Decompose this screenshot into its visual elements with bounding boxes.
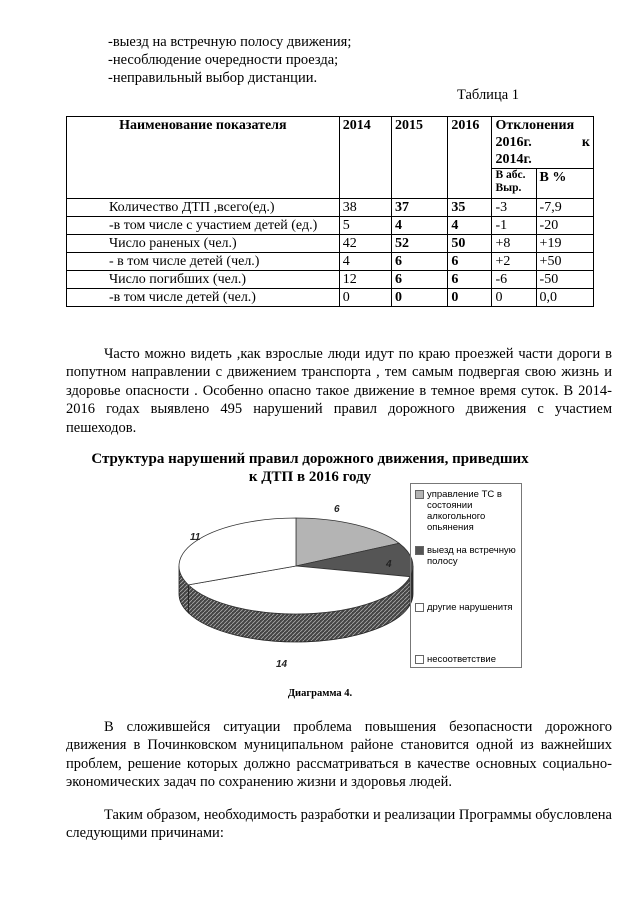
row-name: -в том числе с участием детей (ед.) [67, 217, 340, 235]
legend-label: несоответствие [427, 654, 496, 665]
cell-abs: -6 [492, 271, 536, 289]
cell-pct: +19 [536, 235, 593, 253]
cell-2016: 0 [448, 289, 492, 307]
table-caption: Таблица 1 [457, 87, 520, 103]
cell-abs: -3 [492, 199, 536, 217]
legend-swatch [415, 655, 424, 664]
cell-2015: 6 [392, 253, 448, 271]
cell-2014: 4 [339, 253, 391, 271]
header-deviation-line3: 2014г. [495, 152, 532, 167]
cell-2016: 4 [448, 217, 492, 235]
header-deviation-line1: Отклонения [495, 118, 575, 133]
chart-caption: Диаграмма 4. [287, 688, 353, 699]
header-name: Наименование показателя [67, 117, 340, 199]
pie-data-label: 6 [334, 504, 340, 515]
legend-label: другие нарушенитя [427, 602, 513, 613]
legend-label: управление ТС в состоянии алкогольного опьянения [427, 489, 502, 533]
header-deviation-to: к [581, 135, 590, 150]
chart-legend [410, 483, 522, 668]
legend-swatch [415, 603, 424, 612]
bullet-line: -неправильный выбор дистанции. [108, 70, 318, 86]
cell-abs: +2 [492, 253, 536, 271]
pie-data-label: 11 [190, 532, 201, 543]
header-2014: 2014 [339, 117, 391, 199]
legend-label: выезд на встречную полосу [427, 545, 516, 567]
cell-abs: -1 [492, 217, 536, 235]
cell-2015: 6 [392, 271, 448, 289]
row-name: -в том числе детей (чел.) [67, 289, 340, 307]
cell-2014: 0 [339, 289, 391, 307]
row-name: Число погибших (чел.) [67, 271, 340, 289]
row-name: Число раненых (чел.) [67, 235, 340, 253]
cell-pct: -7,9 [536, 199, 593, 217]
chart-title: Структура нарушений правил дорожного движения, приведших к ДТП в 2016 году [91, 451, 529, 485]
cell-abs: +8 [492, 235, 536, 253]
cell-2014: 38 [339, 199, 391, 217]
cell-2016: 35 [448, 199, 492, 217]
legend-swatch [415, 546, 424, 555]
cell-2015: 52 [392, 235, 448, 253]
cell-2016: 50 [448, 235, 492, 253]
cell-2016: 6 [448, 271, 492, 289]
cell-2016: 6 [448, 253, 492, 271]
cell-2015: 0 [392, 289, 448, 307]
header-2016: 2016 [448, 117, 492, 199]
cell-pct: -20 [536, 217, 593, 235]
header-deviation-year: 2016г. [495, 135, 532, 150]
paragraph-pedestrians: Часто можно видеть ,как взрослые люди идут по краю проезжей части дороги в попутном направлении с движением транспорта , тем самым подвергая свою жизнь и здоровье опасности . Особенно опасно такое движение в темное время суток. В 2014-2016 годах выявлено 495 нарушений правил дорожного движения с участием пешеходов. [66, 346, 612, 436]
header-2015: 2015 [392, 117, 448, 199]
cell-pct: -50 [536, 271, 593, 289]
paragraph-conclusion: Таким образом, необходимость разработки и реализации Программы обусловлена следующими причинами: [66, 807, 612, 842]
cell-2014: 5 [339, 217, 391, 235]
row-name: - в том числе детей (чел.) [67, 253, 340, 271]
cell-2014: 12 [339, 271, 391, 289]
paragraph-problem: В сложившейся ситуации проблема повышения безопасности дорожного движения в Починковском муниципальном районе становится одной из важнейших проблем, решение которых должно рассматриваться в качестве основных социально-экономических задач по сохранению жизни и здоровья людей. [66, 719, 612, 791]
legend-swatch [415, 490, 424, 499]
pie-data-label: 4 [386, 559, 392, 570]
pie-data-label: 14 [276, 659, 288, 670]
cell-pct: 0,0 [536, 289, 593, 307]
bullet-line: -несоблюдение очередности проезда; [108, 52, 339, 68]
row-name: Количество ДТП ,всего(ед.) [67, 199, 340, 217]
cell-2014: 42 [339, 235, 391, 253]
bullet-line: -выезд на встречную полосу движения; [108, 34, 352, 50]
cell-abs: 0 [492, 289, 536, 307]
cell-2015: 37 [392, 199, 448, 217]
header-pct: В % [536, 169, 593, 199]
cell-pct: +50 [536, 253, 593, 271]
header-abs: В абс. Выр. [492, 169, 536, 199]
cell-2015: 4 [392, 217, 448, 235]
